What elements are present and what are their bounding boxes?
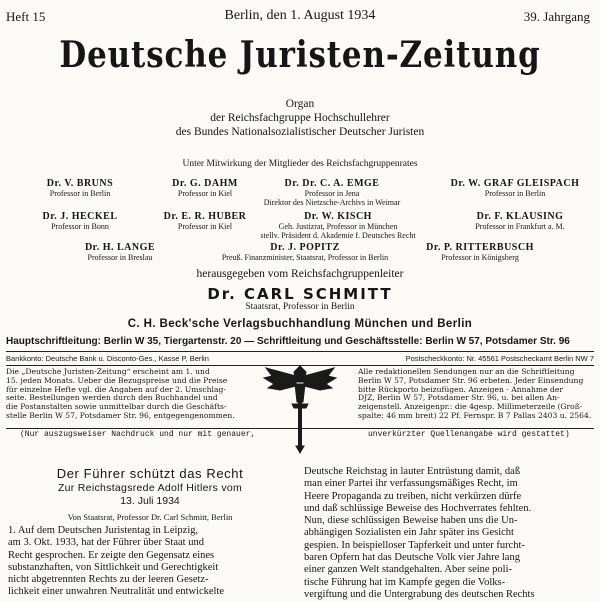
editor-title: Professor in Kiel bbox=[177, 222, 233, 231]
article-date: 13. Juli 1934 bbox=[120, 495, 180, 507]
bank-account: Bankkonto: Deutsche Bank u. Disconto-Ges., Kasse P, Berlin bbox=[6, 354, 209, 363]
volume-number: 39. Jahrgang bbox=[523, 9, 590, 24]
editor-name: Dr. G. DAHM bbox=[172, 178, 238, 189]
editor-title: Geh. Justizrat, Professor in München stellv. Präsident d. Akademie f. Deutsches Recht bbox=[260, 222, 416, 240]
editor-heckel bbox=[20, 211, 140, 231]
council-line: Unter Mitwirkung der Mitglieder des Reichsfachgruppenrates bbox=[182, 159, 418, 169]
article-column-left: 1. Auf dem Deutschen Juristentag in Leipzig, am 3. Okt. 1933, hat der Führer über Staat und Recht gesprochen. Er zeigte den Gegensatz eines substanzhaften, von Sittlichkeit und Gerechtigkeit nicht abgetrennten Rechts zu der leeren Gesetz- lichkeit einer unwahren Neutralität und entwickelte bbox=[8, 525, 225, 598]
editor-title: Professor in Königsberg bbox=[441, 253, 519, 262]
subscription-info: Die „Deutsche Juristen-Zeitung“ erscheint am 1. und 15. jeden Monats. Ueber die Bezugspreise und die Preise für einzelne Hefte vgl. die Angaben auf der 2. Umschlag- seite. Bestellungen werden durch den Buchhandel und die Postanstalten sowie unmittelbar durch die Geschäfts- stelle Berlin W 57, Potsdamer Str. 96, entgegengenommen. bbox=[6, 367, 235, 420]
dateline: Berlin, den 1. August 1934 bbox=[224, 8, 376, 23]
organ-label: Organ bbox=[285, 98, 315, 110]
editor-name: Dr. J. HECKEL bbox=[42, 211, 118, 222]
masthead-title: Deutsche Juristen-Zeitung bbox=[59, 34, 541, 76]
editor-klausing bbox=[450, 211, 590, 231]
reprint-notice-left: (Nur auszugsweiser Nachdruck und nur mit genauer, bbox=[20, 430, 256, 439]
postal-account: Postscheckkonto: Nr. 45561 Postscheckamt Berlin NW 7 bbox=[405, 354, 594, 363]
editor-gleispach bbox=[440, 178, 590, 198]
editor-name: Dr. V. BRUNS bbox=[46, 178, 114, 189]
editor-title: Professor in Kiel bbox=[177, 189, 233, 198]
editor-bruns bbox=[20, 178, 140, 198]
editor-name: Dr. W. KISCH bbox=[304, 211, 372, 222]
editor-title: Professor in Bonn bbox=[51, 222, 109, 231]
reprint-notice-right: unverkürzter Quellenangabe wird gestattet) bbox=[368, 430, 570, 439]
editor-in-chief-name: Dr. CARL SCHMITT bbox=[207, 285, 393, 303]
editor-name: Dr. E. R. HUBER bbox=[163, 211, 247, 222]
editor-ritterbusch bbox=[400, 242, 560, 262]
organ-line-1: der Reichsfachgruppe Hochschullehrer bbox=[210, 112, 390, 124]
article-column-right: Deutsche Reichstag in lauter Entrüstung damit, daß man einer Partei ihr verfassungsmäßiges Recht, im Heere Propaganda zu treiben, nicht verkürzen dürfe und daß schlüssige Beweise des Hochverrates fehlten. Nun, diese schlüssigen Beweise haben uns die Un- abhängigen Sozialisten ein Jahr später ins Gesicht gespien. In beispielloser Tapferkeit und unter furcht- baren Opfern hat das Deutsche Volk vier Jahre lang einer ganzen Welt standgehalten. Aber seine poli- tische Führung hat im Kampfe gegen die Volks- vergiftung und die Untergrabung des deutschen Rechts bbox=[304, 466, 535, 600]
editor-title: Professor in Breslau bbox=[87, 253, 153, 262]
editor-name: Dr. P. RITTERBUSCH bbox=[426, 242, 534, 253]
publisher-name: C. H. Beck'sche Verlagsbuchhandlung München und Berlin bbox=[127, 318, 473, 330]
editor-lange bbox=[60, 242, 180, 262]
editor-name: Dr. H. LANGE bbox=[84, 242, 156, 253]
editor-emge bbox=[262, 178, 402, 207]
editor-title: Professor in Berlin bbox=[49, 189, 111, 198]
submission-info: Alle redaktionellen Sendungen nur an die Schriftleitung Berlin W 57, Potsdamer Str. 96 erbeten. Jeder Einsendung bitte Rückporto beizufügen. Anzeigen - Annahme der DJZ, Berlin W 57, Potsdamer Str. 96, u. bei allen An- zeigenstell. Anzeigenpr.: die 4gesp. Millimeterzeile (Groß- spalte: 46 mm breit) 22 Pf. Fernspr. B 7 Pallas 2403 u. 2564. bbox=[358, 367, 592, 420]
editor-name: Dr. W. GRAF GLEISPACH bbox=[450, 178, 580, 189]
editor-title: Professor in Jena Direktor des Nietzsche-Archivs in Weimar bbox=[263, 189, 401, 207]
organ-line-2: des Bundes Nationalsozialistischer Deutscher Juristen bbox=[175, 126, 425, 138]
editorial-address: Hauptschriftleitung: Berlin W 35, Tiergartenstr. 20 — Schriftleitung und Geschäftsstelle: Berlin W 57, Potsdamer Str. 96 bbox=[6, 336, 570, 347]
editor-name: Dr. F. KLAUSING bbox=[476, 211, 564, 222]
editor-dahm bbox=[150, 178, 260, 198]
editor-name: Dr. J. POPITZ bbox=[270, 242, 340, 253]
article-title: Der Führer schützt das Recht bbox=[56, 466, 244, 481]
editor-title: Professor in Berlin bbox=[484, 189, 546, 198]
editor-huber bbox=[150, 211, 260, 231]
editor-kisch bbox=[258, 211, 418, 240]
article-subtitle: Zur Reichstagsrede Adolf Hitlers vom bbox=[57, 482, 243, 494]
editor-title: Professor in Frankfurt a. M. bbox=[475, 222, 565, 231]
editor-in-chief-title: Staatsrat, Professor in Berlin bbox=[245, 302, 355, 312]
publisher-line: herausgegeben vom Reichsfachgruppenleiter bbox=[196, 268, 404, 280]
editor-name: Dr. Dr. C. A. EMGE bbox=[284, 178, 380, 189]
issue-number: Heft 15 bbox=[6, 9, 46, 24]
editor-popitz bbox=[210, 242, 400, 262]
article-author: Von Staatsrat, Professor Dr. Carl Schmitt, Berlin bbox=[67, 512, 233, 522]
eagle-emblem-icon bbox=[262, 358, 338, 454]
editor-title: Preuß. Finanzminister, Staatsrat, Professor in Berlin bbox=[221, 253, 389, 262]
